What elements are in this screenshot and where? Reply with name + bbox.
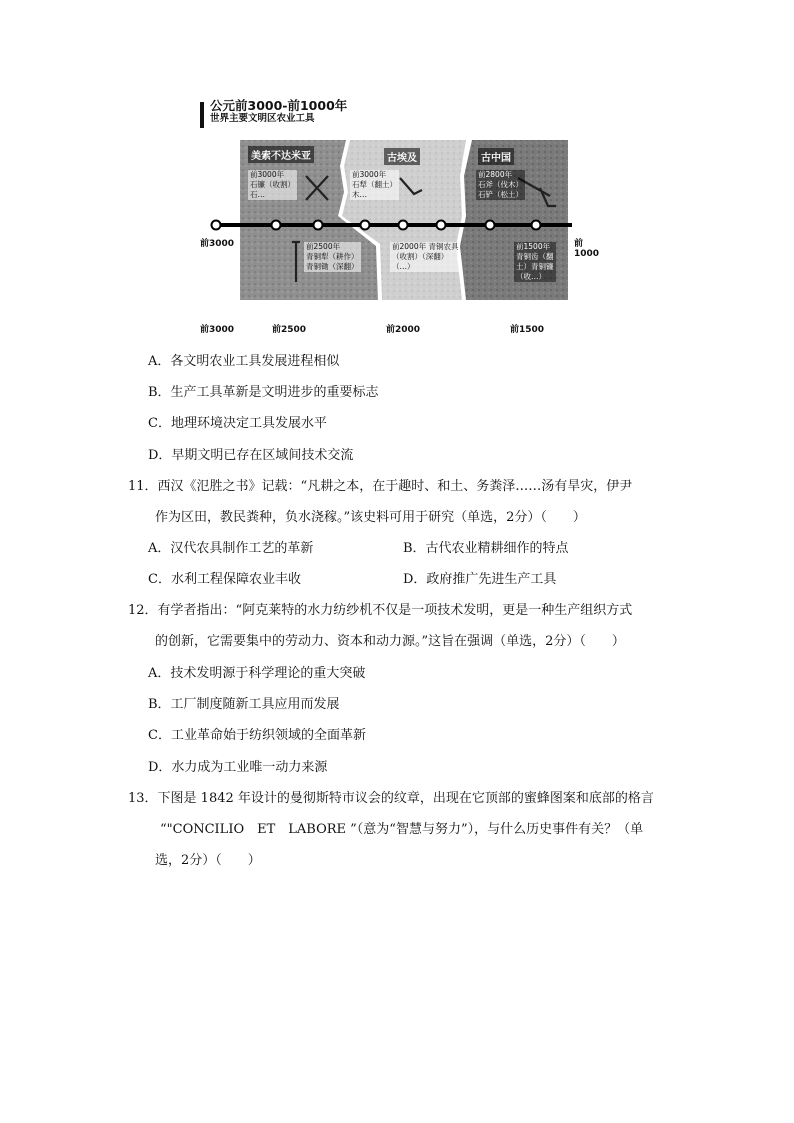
timeline-graphic bbox=[200, 96, 572, 342]
q12-option-c: C．工业革命始于纺织领域的全面革新 bbox=[148, 728, 366, 743]
q12-stem-line1: 12．有学者指出：“阿克莱特的水力纺纱机不仅是一项技术发明，更是一种生产组织方式 bbox=[128, 603, 633, 618]
q11-stem-line1: 11．西汉《氾胜之书》记载：“凡耕之本，在于趣时、和土、务粪泽……汤有旱灾，伊尹 bbox=[128, 479, 633, 494]
axis-start-label: 前3000 bbox=[200, 239, 235, 249]
q13-stem-line1: 13．下图是 1842 年设计的曼彻斯特市议会的纹章，出现在它顶部的蜜蜂图案和底部的格言 bbox=[128, 791, 654, 806]
note-mesopotamia-bottom: 前2500年 青铜犁（耕作） 青铜锄（深翻） bbox=[306, 242, 359, 271]
q12-option-b: B．工厂制度随新工具应用而发展 bbox=[148, 697, 340, 712]
note-egypt-bottom: 前2000年 青铜农具 （收割）（深翻） （…） bbox=[392, 242, 459, 271]
note-mesopotamia-top: 前3000年 石镰（收割） 石… bbox=[250, 170, 295, 199]
q11-option-b: B．古代农业精耕细作的特点 bbox=[403, 541, 569, 556]
q12-option-d: D．水力成为工业唯一动力来源 bbox=[148, 760, 328, 775]
tick-label: 前2000 bbox=[386, 325, 421, 335]
q13-stem-line3: 选，2分）（ ） bbox=[155, 853, 261, 868]
q10-option-c: C．地理环境决定工具发展水平 bbox=[148, 416, 327, 431]
tick-label: 前2500 bbox=[272, 325, 307, 335]
panel-label-egypt: 古埃及 bbox=[384, 148, 420, 165]
q13-stem-line2: “"CONCILIO ET LABORE ”（意为“智慧与努力”），与什么历史事件有关？（单 bbox=[160, 822, 644, 837]
axis-end-label: 前1000 bbox=[574, 239, 600, 259]
tick-label: 前1500 bbox=[510, 325, 545, 335]
tick-label: 前3000 bbox=[200, 325, 235, 335]
q12-stem-line2: 的创新，它需要集中的劳动力、资本和动力源。”这旨在强调（单选，2分）（ ） bbox=[155, 634, 625, 649]
q11-option-c: C．水利工程保障农业丰收 bbox=[148, 572, 301, 587]
q10-option-d: D．早期文明已存在区域间技术交流 bbox=[148, 448, 354, 463]
panel-label-mesopotamia: 美索不达米亚 bbox=[248, 146, 314, 163]
q12-option-a: A．技术发明源于科学理论的重大突破 bbox=[148, 666, 366, 681]
q10-option-b: B．生产工具革新是文明进步的重要标志 bbox=[148, 385, 379, 400]
q11-stem-line2: 作为区田，教民粪种，负水浇稼。”该史料可用于研究（单选，2分）（ ） bbox=[155, 510, 586, 525]
note-egypt-top: 前3000年 石犁（翻土） 木… bbox=[352, 170, 397, 199]
panel-label-china: 古中国 bbox=[478, 148, 514, 165]
timeline-figure bbox=[200, 96, 600, 342]
q11-option-a: A．汉代农具制作工艺的革新 bbox=[148, 541, 314, 556]
figure-subtitle: 世界主要文明区农业工具 bbox=[210, 113, 315, 124]
q11-option-d: D．政府推广先进生产工具 bbox=[403, 572, 557, 587]
note-china-top: 前2800年 石斧（伐木） 石铲（松土） bbox=[478, 170, 523, 199]
figure-title: 公元前3000-前1000年 bbox=[210, 98, 348, 113]
q10-option-a: A．各文明农业工具发展进程相似 bbox=[148, 354, 340, 369]
note-china-bottom: 前1500年 青铜齿（翻 土）青铜镰 （收…） bbox=[516, 242, 554, 281]
